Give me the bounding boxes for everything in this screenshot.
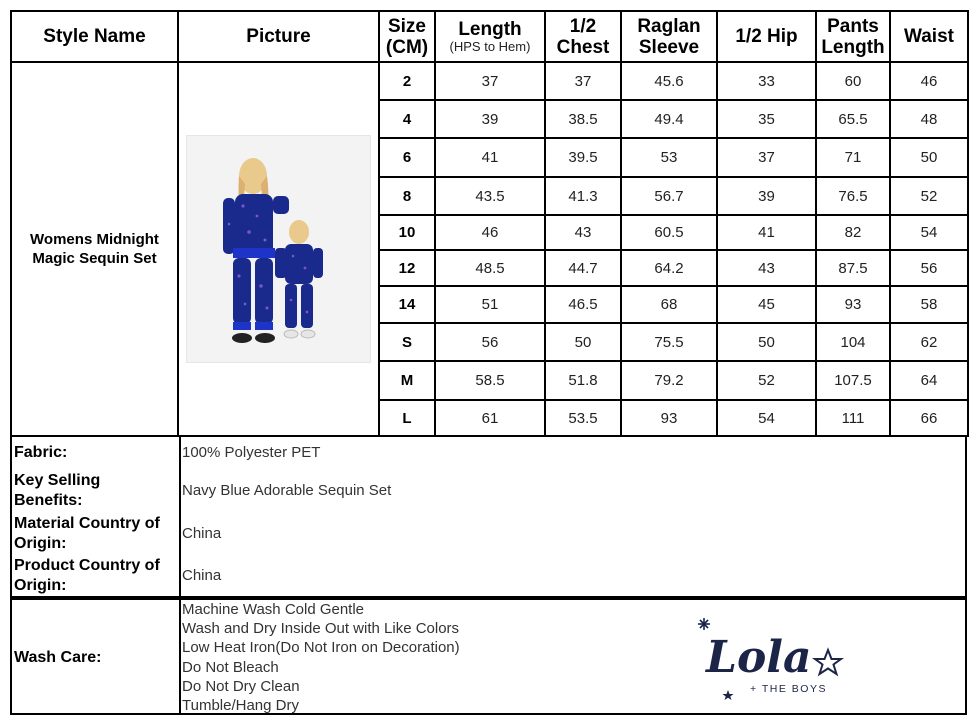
product-photo-illustration	[187, 136, 370, 362]
fabric-value: 100% Polyester PET	[182, 444, 321, 461]
style-name-cell: Womens Midnight Magic Sequin Set	[11, 62, 178, 436]
cell-raglan-sleeve: 79.2	[621, 361, 717, 400]
cell-waist: 54	[890, 215, 968, 250]
cell-waist: 48	[890, 100, 968, 138]
wash-care-label: Wash Care:	[14, 649, 102, 666]
cell-chest: 50	[545, 323, 621, 361]
cell-size: L	[379, 400, 435, 436]
cell-hip: 41	[717, 215, 816, 250]
cell-length: 37	[435, 62, 545, 100]
header-waist: Waist	[890, 11, 968, 62]
cell-raglan-sleeve: 56.7	[621, 177, 717, 215]
wash-care-line: Low Heat Iron(Do Not Iron on Decoration)	[182, 639, 460, 657]
cell-pants-length: 104	[816, 323, 890, 361]
cell-pants-length: 111	[816, 400, 890, 436]
product-info-section	[10, 435, 967, 598]
header-size-label: Size	[387, 15, 427, 37]
cell-length: 41	[435, 138, 545, 177]
wash-care-line: Do Not Bleach	[182, 658, 279, 676]
cell-hip: 45	[717, 286, 816, 323]
logo-brand-text: Lola	[706, 632, 812, 683]
table-row	[11, 62, 968, 100]
cell-waist: 56	[890, 250, 968, 286]
info-divider	[179, 435, 181, 596]
header-size-unit: (CM)	[385, 36, 429, 58]
cell-size: 2	[379, 62, 435, 100]
cell-size: 8	[379, 177, 435, 215]
wash-care-line: Machine Wash Cold Gentle	[182, 601, 365, 618]
wash-care-section	[10, 598, 967, 715]
brand-logo	[692, 610, 852, 700]
cell-raglan-sleeve: 75.5	[621, 323, 717, 361]
star-filled-icon	[723, 690, 734, 700]
cell-hip: 50	[717, 323, 816, 361]
benefits-value: Navy Blue Adorable Sequin Set	[182, 482, 392, 499]
cell-waist: 64	[890, 361, 968, 400]
cell-raglan-sleeve: 53	[621, 138, 717, 177]
fabric-label: Fabric:	[14, 444, 68, 461]
header-length-label: Length	[458, 19, 522, 40]
cell-raglan-sleeve: 68	[621, 286, 717, 323]
product-origin-label: Product Country of Origin:	[14, 557, 160, 594]
cell-chest: 39.5	[545, 138, 621, 177]
cell-length: 43.5	[435, 177, 545, 215]
cell-chest: 41.3	[545, 177, 621, 215]
cell-waist: 46	[890, 62, 968, 100]
cell-hip: 54	[717, 400, 816, 436]
cell-pants-length: 65.5	[816, 100, 890, 138]
cell-chest: 53.5	[545, 400, 621, 436]
cell-pants-length: 107.5	[816, 361, 890, 400]
cell-raglan-sleeve: 64.2	[621, 250, 717, 286]
cell-pants-length: 60	[816, 62, 890, 100]
cell-length: 58.5	[435, 361, 545, 400]
star-outline-icon	[815, 650, 841, 674]
wash-divider	[179, 600, 181, 713]
cell-length: 61	[435, 400, 545, 436]
cell-hip: 52	[717, 361, 816, 400]
header-pants-length: Pants Length	[816, 11, 890, 62]
cell-chest: 44.7	[545, 250, 621, 286]
cell-length: 48.5	[435, 250, 545, 286]
cell-length: 46	[435, 215, 545, 250]
cell-waist: 52	[890, 177, 968, 215]
header-chest: 1/2 Chest	[545, 11, 621, 62]
header-length-sub: (HPS to Hem)	[449, 39, 531, 54]
cell-pants-length: 82	[816, 215, 890, 250]
size-chart-table	[10, 10, 969, 437]
cell-waist: 50	[890, 138, 968, 177]
material-origin-label: Material Country of Origin:	[14, 515, 160, 552]
cell-raglan-sleeve: 45.6	[621, 62, 717, 100]
cell-hip: 33	[717, 62, 816, 100]
header-hip: 1/2 Hip	[717, 11, 816, 62]
cell-pants-length: 71	[816, 138, 890, 177]
cell-raglan-sleeve: 60.5	[621, 215, 717, 250]
cell-raglan-sleeve: 49.4	[621, 100, 717, 138]
header-raglan-sleeve: Raglan Sleeve	[621, 11, 717, 62]
cell-size: 12	[379, 250, 435, 286]
cell-hip: 35	[717, 100, 816, 138]
cell-chest: 37	[545, 62, 621, 100]
cell-chest: 51.8	[545, 361, 621, 400]
cell-raglan-sleeve: 93	[621, 400, 717, 436]
header-style-name: Style Name	[11, 11, 178, 62]
cell-pants-length: 87.5	[816, 250, 890, 286]
size-rows	[11, 62, 968, 436]
header-size	[379, 11, 435, 62]
cell-chest: 46.5	[545, 286, 621, 323]
wash-care-instructions	[182, 600, 460, 715]
logo-tagline: + THE BOYS	[750, 683, 827, 695]
header-length	[435, 11, 545, 62]
sparkle-icon	[698, 618, 710, 630]
cell-length: 56	[435, 323, 545, 361]
cell-length: 51	[435, 286, 545, 323]
cell-pants-length: 93	[816, 286, 890, 323]
cell-chest: 43	[545, 215, 621, 250]
cell-size: M	[379, 361, 435, 400]
wash-care-line: Tumble/Hang Dry	[182, 697, 299, 715]
cell-size: S	[379, 323, 435, 361]
lola-logo-graphic	[692, 610, 852, 700]
header-picture: Picture	[178, 11, 379, 62]
cell-hip: 39	[717, 177, 816, 215]
cell-hip: 37	[717, 138, 816, 177]
header-row	[11, 11, 968, 62]
benefits-label: Key Selling Benefits:	[14, 472, 101, 509]
cell-waist: 66	[890, 400, 968, 436]
cell-size: 4	[379, 100, 435, 138]
product-photo	[186, 135, 371, 363]
cell-waist: 58	[890, 286, 968, 323]
cell-waist: 62	[890, 323, 968, 361]
wash-care-line: Wash and Dry Inside Out with Like Colors	[182, 620, 460, 638]
product-origin-value: China	[182, 567, 222, 584]
cell-chest: 38.5	[545, 100, 621, 138]
cell-size: 10	[379, 215, 435, 250]
wash-care-line: Do Not Dry Clean	[182, 677, 300, 695]
cell-size: 14	[379, 286, 435, 323]
cell-size: 6	[379, 138, 435, 177]
size-spec-sheet	[10, 10, 967, 715]
cell-pants-length: 76.5	[816, 177, 890, 215]
cell-length: 39	[435, 100, 545, 138]
picture-cell	[178, 62, 379, 436]
cell-hip: 43	[717, 250, 816, 286]
material-origin-value: China	[182, 525, 222, 542]
